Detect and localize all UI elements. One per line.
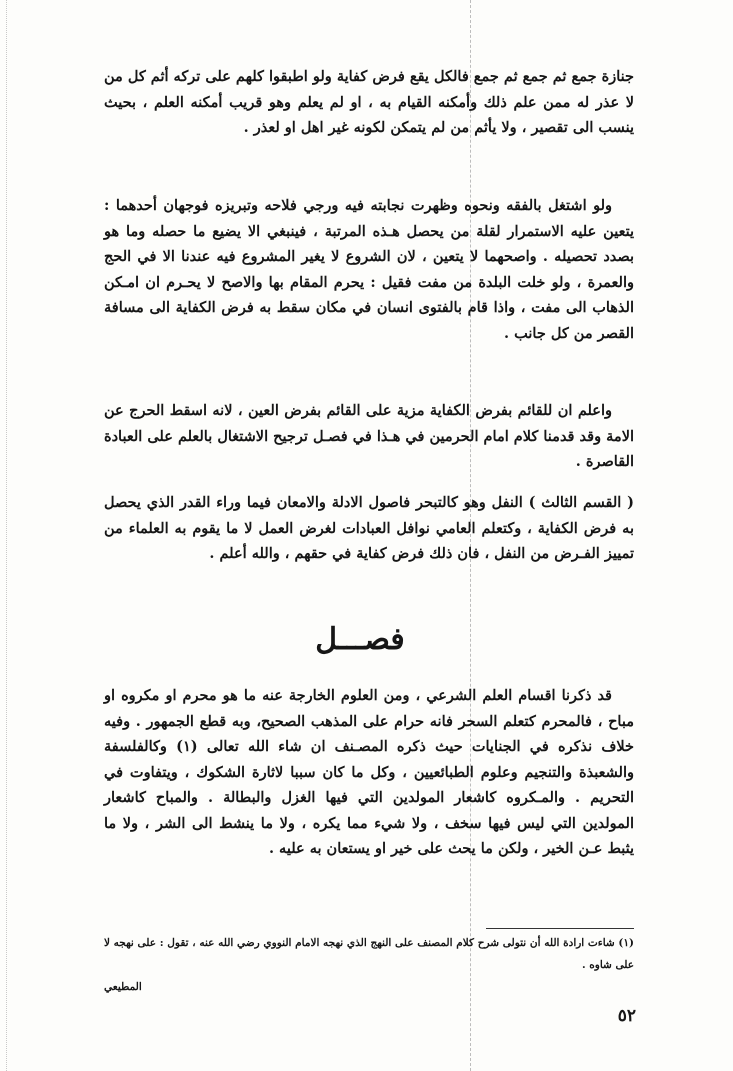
section-heading: فصـــل xyxy=(315,622,405,657)
paragraph-text: قد ذكرنا اقسام العلم الشرعي ، ومن العلوم الخارجة عنه ما هو محرم او مكروه او مباح ، فالمحرم كتعلم السحر فانه حرام على المذهب الصحيح، وبه قطع الجمهور . وفيه خلاف نذكره في الجنايات حيث ذكره المصـنف ان شاء الله تعالى (١) وكالفلسفة والشعبذة والتنجيم وعلوم الطبائعيين ، وكل ما كان سببا لاثارة الشكوك ، ويتفاوت في التحريم . والمـكروه كاشعار المولدين التي فيها الغزل والبطالة . والمباح كاشعار المولدين التي ليس فيها سخف ، ولا شيء مما يكره ، ولا ما ينشط الى الشر ، ولا ما يثبط عـن الخير ، ولكن ما يحث على خير او يستعان به عليه . xyxy=(104,687,634,857)
page-edge xyxy=(6,0,7,1071)
page-number: ٥٢ xyxy=(617,1006,636,1026)
paragraph-5 xyxy=(104,683,634,862)
footnote-text: (١) شاءت ارادة الله أن نتولى شرح كلام المصنف على النهج الذي نهجه الامام النووي رضي الله عنه ، تقول : على نهجه لا على شاوه . xyxy=(104,937,634,971)
footnote xyxy=(104,932,634,998)
paragraph-text: ولو اشتغل بالفقه ونحوه وظهرت نجابته فيه ورجي فلاحه وتبريزه فوجهان أحدهما : يتعين عليه الاستمرار لقلة من يحصل هـذه المرتبة ، فينبغي الا يضيع ما حصله وما هو بصدد تحصيله . واصحهما لا يتعين ، لان الشروع لا يغير المشروع فيه عندنا الا في الحج والعمرة ، ولو خلت البلدة من مفت فقيل : يحرم المقام بها والاصح لا يحـرم ان امـكن الذهاب الى مفت ، واذا قام بالفتوى انسان في مكان سقط به فرض الكفاية الى مسافة القصر من كل جانب . xyxy=(104,197,634,342)
paragraph-2 xyxy=(104,193,634,346)
paragraph-text: جنازة جمع ثم جمع ثم جمع فالكل يقع فرض كفاية ولو اطبقوا كلهم على تركه أثم كل من لا عذر له ممن علم ذلك وأمكنه القيام به ، او لم يعلم وهو قريب أمكنه العلم ، بحيث ينسب الى تقصير ، ولا يأثم من لم يتمكن لكونه غير اهل او لعذر . xyxy=(104,68,634,136)
footnote-divider xyxy=(486,928,634,929)
paragraph-4 xyxy=(104,490,634,567)
paragraph-3 xyxy=(104,398,634,475)
paragraph-text: واعلم ان للقائم بفرض الكفاية مزية على القائم بفرض العين ، لانه اسقط الحرج عن الامة وقد قدمنا كلام امام الحرمين في هـذا في فصـل ترجيح الاشتغال بالعلم على العبادة القاصرة . xyxy=(104,402,634,470)
paragraph-text: ( القسم الثالث ) النفل وهو كالتبحر فاصول الادلة والامعان فيما وراء القدر الذي يحصل به فرض الكفاية ، وكتعلم العامي نوافل العبادات لغرض العمل لا ما يقوم به العلماء من تمييز الفـرض من النفل ، فان ذلك فرض كفاية في حقهم ، والله أعلم . xyxy=(104,494,634,562)
footnote-signature: المطيعي xyxy=(104,981,142,993)
paragraph-1 xyxy=(104,64,634,141)
